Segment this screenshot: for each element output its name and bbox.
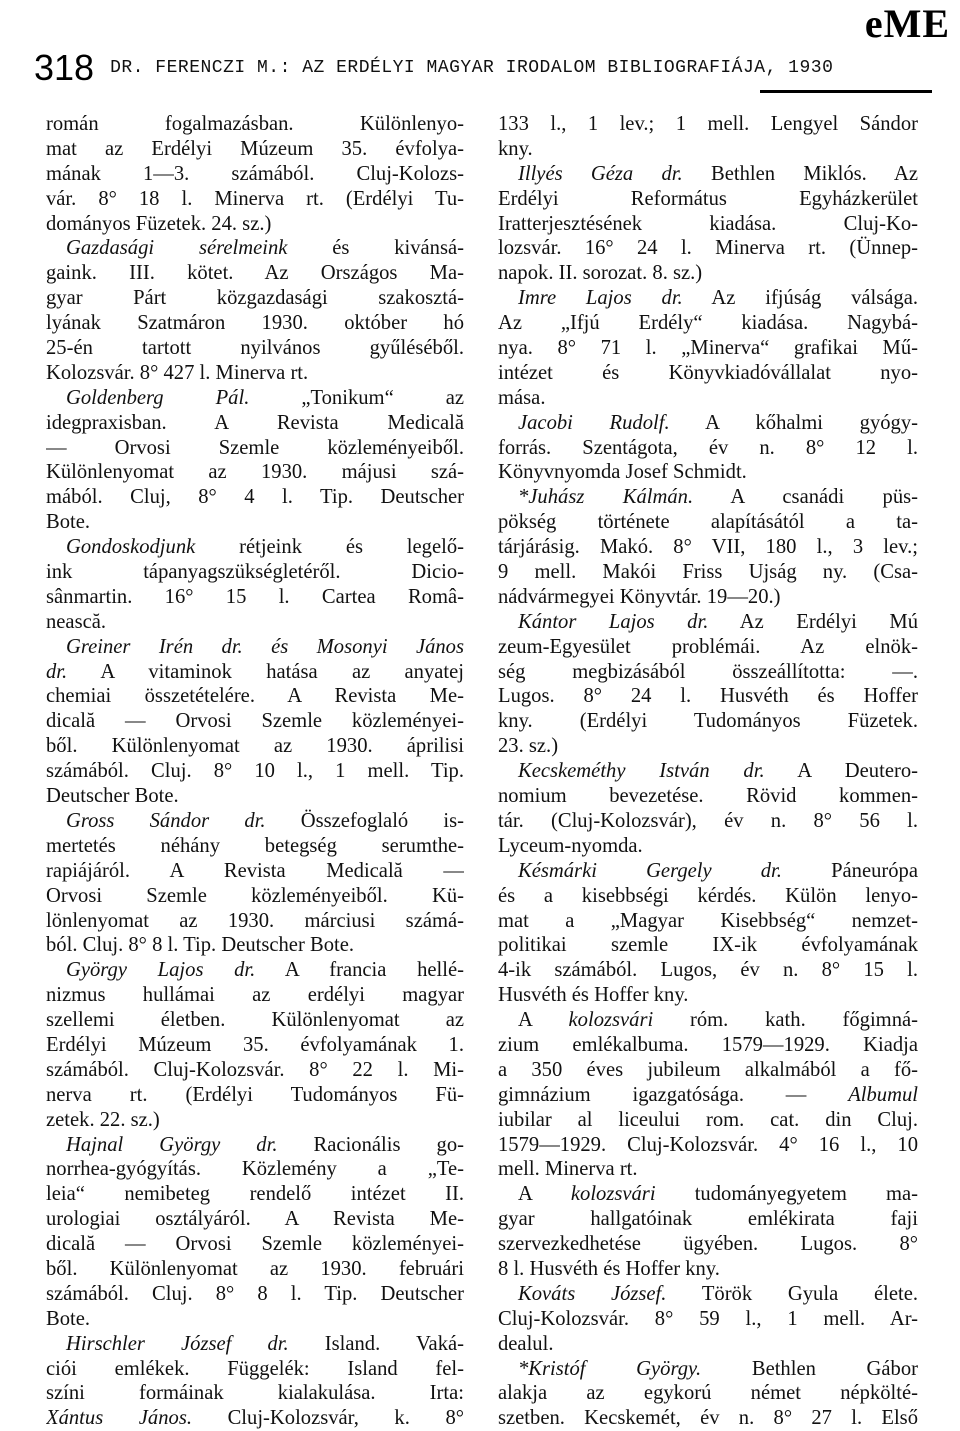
entry-text: dicală — Orvosi Szemle közleményei- bbox=[46, 710, 464, 733]
entry-text: 1579—1929. Cluj-Kolozsvár. 4° 16 l., 10 bbox=[498, 1133, 918, 1156]
text-line bbox=[498, 1257, 918, 1282]
entry-text: ből. Különlenyomat az 1930. februári bbox=[46, 1257, 464, 1280]
entry-text: zium emlékalbuma. 1579—1929. Kiadja bbox=[498, 1033, 918, 1056]
entry-text: zetek. 22. sz.) bbox=[46, 1108, 160, 1131]
text-line bbox=[498, 162, 918, 187]
entry-text: Husvéth és Hoffer kny. bbox=[498, 984, 689, 1007]
entry-text: mat a „Magyar Kisebbség“ nemzet- bbox=[498, 909, 918, 932]
text-line bbox=[498, 958, 918, 983]
entry-text: Az Erdélyi Mú bbox=[708, 610, 918, 633]
entry-text: ciói emlékek. Függelék: Island fel- bbox=[46, 1357, 464, 1380]
entry-text: A vitaminok hatása az anyatej bbox=[67, 660, 464, 683]
text-line bbox=[46, 958, 464, 983]
text-line bbox=[498, 361, 918, 386]
entry-text: dicală — Orvosi Szemle közleményei- bbox=[46, 1233, 464, 1256]
entry-italic-text: Kántor Lajos dr. bbox=[518, 610, 709, 633]
text-line bbox=[46, 1406, 464, 1431]
text-line bbox=[46, 585, 464, 610]
text-line bbox=[498, 236, 918, 261]
entry-text: iubilar al liceului rom. cat. din Cluj. bbox=[498, 1108, 918, 1131]
entry-text: Az „Ifjú Erdély“ kiadása. Nagybá- bbox=[498, 312, 918, 335]
text-line bbox=[498, 1033, 918, 1058]
entry-italic-text: *Kristóf György. bbox=[518, 1357, 702, 1380]
text-line bbox=[498, 112, 918, 137]
text-line bbox=[498, 137, 918, 162]
entry-italic-text: Hajnal György dr. bbox=[66, 1133, 278, 1156]
text-line bbox=[498, 336, 918, 361]
entry-text: Páneurópa bbox=[781, 859, 918, 882]
entry-text: A kőhalmi gyógy- bbox=[669, 411, 918, 434]
text-line bbox=[498, 386, 918, 411]
text-line bbox=[46, 286, 464, 311]
entry-text: gyar hallgatóinak emlékirata faji bbox=[498, 1208, 918, 1231]
entry-text: mának 1—3. számából. Cluj-Kolozs- bbox=[46, 162, 464, 185]
entry-text: 8 l. Husvéth és Hoffer kny. bbox=[498, 1257, 720, 1280]
entry-text: ből. Különlenyomat az 1930. áprilisi bbox=[46, 735, 464, 758]
text-line bbox=[46, 1157, 464, 1182]
entry-text: Bethlen Miklós. Az bbox=[682, 162, 918, 185]
entry-italic-text: Gazdasági sérelmeink bbox=[66, 237, 288, 260]
entry-text: nomium bevezetése. Rövid kommen- bbox=[498, 785, 918, 808]
text-line bbox=[46, 759, 464, 784]
entry-italic-text: Illyés Géza dr. bbox=[518, 162, 683, 185]
entry-italic-text: Kováts József. bbox=[518, 1282, 667, 1305]
text-line bbox=[46, 460, 464, 485]
entry-italic-text: *Juhász Kálmán. bbox=[518, 486, 694, 509]
text-line bbox=[46, 336, 464, 361]
entry-text: pökség története alapításától a ta- bbox=[498, 511, 918, 534]
text-line bbox=[498, 460, 918, 485]
entry-text: dealul. bbox=[498, 1332, 554, 1355]
text-line bbox=[498, 1307, 918, 1332]
entry-text: Összefoglaló is- bbox=[265, 809, 464, 832]
entry-italic-text: György Lajos dr. bbox=[66, 959, 256, 982]
entry-italic-text: dr. bbox=[46, 660, 68, 683]
entry-italic-text: Hirschler József dr. bbox=[66, 1332, 289, 1355]
text-line bbox=[46, 137, 464, 162]
entry-italic-text: Albumul bbox=[848, 1083, 918, 1106]
text-line bbox=[46, 1008, 464, 1033]
text-line bbox=[46, 933, 464, 958]
right-column bbox=[498, 112, 918, 1431]
text-line bbox=[498, 585, 918, 610]
text-line bbox=[46, 660, 464, 685]
entry-text: Lyceum-nyomda. bbox=[498, 834, 643, 857]
entry-text: kny. (Erdélyi Tudományos Füzetek. bbox=[498, 710, 918, 733]
entry-text: „Tonikum“ az bbox=[249, 386, 464, 409]
entry-text: mása. bbox=[498, 386, 546, 409]
text-line bbox=[498, 1332, 918, 1357]
text-line bbox=[498, 1157, 918, 1182]
text-line bbox=[46, 112, 464, 137]
entry-text: Lugos. 8° 24 l. Husvéth és Hoffer bbox=[498, 685, 918, 708]
text-line bbox=[46, 1133, 464, 1158]
text-line bbox=[498, 784, 918, 809]
text-line bbox=[498, 510, 918, 535]
entry-text: mat az Erdélyi Múzeum 35. évfolya- bbox=[46, 137, 464, 160]
text-line bbox=[498, 1282, 918, 1307]
text-line bbox=[498, 1133, 918, 1158]
entry-text: 25-én tartott nyilvános gyűléséből. bbox=[46, 337, 464, 360]
text-line bbox=[46, 1381, 464, 1406]
entry-text: norrhea-gyógyítás. Közlemény a „Te- bbox=[46, 1158, 464, 1181]
entry-text: gimnázium igazgatósága. — bbox=[498, 1083, 849, 1106]
entry-text: Török Gyula élete. bbox=[666, 1282, 918, 1305]
text-line bbox=[46, 1058, 464, 1083]
text-line bbox=[46, 983, 464, 1008]
entry-text: chemiai összetételére. A Revista Me- bbox=[46, 685, 464, 708]
entry-text: 9 mell. Makói Friss Ujság ny. (Csa- bbox=[498, 561, 918, 584]
entry-text: gaink. III. kötet. Az Országos Ma- bbox=[46, 262, 464, 285]
entry-italic-text: Xántus János. bbox=[46, 1407, 192, 1430]
text-line bbox=[46, 535, 464, 560]
entry-text: A csanádi püs- bbox=[693, 486, 918, 509]
entry-text: Különlenyomat az 1930. májusi szá- bbox=[46, 461, 464, 484]
text-line bbox=[46, 1033, 464, 1058]
left-column bbox=[46, 112, 464, 1431]
text-line bbox=[46, 187, 464, 212]
text-line bbox=[46, 684, 464, 709]
entry-text: zeum-Egyesület problémái. Az elnök- bbox=[498, 635, 918, 658]
text-line bbox=[498, 1381, 918, 1406]
entry-text: szervezkedhetése ügyében. Lugos. 8° bbox=[498, 1233, 918, 1256]
entry-text: számából. Cluj. 8° 8 l. Tip. Deutscher bbox=[46, 1282, 464, 1305]
text-line bbox=[46, 212, 464, 237]
text-line bbox=[46, 610, 464, 635]
text-line bbox=[498, 1232, 918, 1257]
entry-text: tudományegyetem ma- bbox=[655, 1183, 918, 1206]
text-line bbox=[46, 834, 464, 859]
text-line bbox=[498, 1108, 918, 1133]
entry-text: mell. Minerva rt. bbox=[498, 1158, 638, 1181]
entry-text: ból. Cluj. 8° 8 l. Tip. Deutscher Bote. bbox=[46, 934, 355, 957]
text-line bbox=[46, 1232, 464, 1257]
text-line bbox=[46, 709, 464, 734]
text-line bbox=[46, 1207, 464, 1232]
entry-italic-text: Kecskeméthy István dr. bbox=[518, 760, 765, 783]
text-line bbox=[498, 635, 918, 660]
entry-text: szetben. Kecskemét, év n. 8° 27 l. Első bbox=[498, 1407, 918, 1430]
entry-text: lozsvár. 16° 24 l. Minerva rt. (Ünnep- bbox=[498, 237, 918, 260]
text-line bbox=[498, 933, 918, 958]
entry-text: Könyvnyomda Josef Schmidt. bbox=[498, 461, 747, 484]
entry-italic-text: Gross Sándor dr. bbox=[66, 809, 266, 832]
entry-text: Orvosi Szemle közleményeiből. Kü- bbox=[46, 884, 464, 907]
entry-text: Bote. bbox=[46, 1307, 91, 1330]
entry-text: sânmartin. 16° 15 l. Cartea Româ- bbox=[46, 585, 464, 608]
text-line bbox=[46, 1083, 464, 1108]
entry-italic-text: Jacobi Rudolf. bbox=[518, 411, 670, 434]
entry-text: A bbox=[518, 1009, 569, 1032]
text-line bbox=[46, 784, 464, 809]
text-line bbox=[498, 1406, 918, 1431]
running-title: DR. FERENCZI M.: AZ ERDÉLYI MAGYAR IRODALOM BIBLIOGRAFIÁJA, 1930 bbox=[110, 58, 834, 78]
page-number: 318 bbox=[34, 47, 95, 88]
entry-italic-text: kolozsvári bbox=[570, 1183, 656, 1206]
entry-text: nerva rt. (Erdélyi Tudományos Fü- bbox=[46, 1083, 464, 1106]
text-line bbox=[46, 1282, 464, 1307]
entry-text: intézet és Könyvkiadóvállalat nyo- bbox=[498, 361, 918, 384]
text-line bbox=[46, 859, 464, 884]
entry-text: a 350 éves jubileum alkalmából a fő- bbox=[498, 1058, 918, 1081]
text-line bbox=[46, 1332, 464, 1357]
entry-text: lönlenyomat az 1930. márciusi számá- bbox=[46, 909, 464, 932]
text-line bbox=[46, 386, 464, 411]
entry-text: 23. sz.) bbox=[498, 735, 559, 758]
text-line bbox=[498, 909, 918, 934]
text-line bbox=[46, 261, 464, 286]
entry-italic-text: Greiner Irén dr. és Mosonyi János bbox=[66, 635, 464, 658]
entry-text: vár. 8° 18 l. Minerva rt. (Erdélyi Tu- bbox=[46, 187, 464, 210]
text-line bbox=[498, 834, 918, 859]
entry-text: kny. bbox=[498, 137, 533, 160]
entry-text: A francia hellé- bbox=[255, 959, 464, 982]
entry-text: Bethlen Gábor bbox=[701, 1357, 918, 1380]
text-line bbox=[498, 560, 918, 585]
text-line bbox=[46, 361, 464, 386]
text-line bbox=[46, 1108, 464, 1133]
entry-text: Island. Vaká- bbox=[288, 1332, 464, 1355]
text-line bbox=[498, 485, 918, 510]
entry-text: nizmus hullámai az erdélyi magyar bbox=[46, 984, 464, 1007]
entry-text: és kivánsá- bbox=[287, 237, 464, 260]
entry-text: Cluj-Kolozsvár. 8° 59 l., 1 mell. Ar- bbox=[498, 1307, 918, 1330]
entry-text: szellemi életben. Különlenyomat az bbox=[46, 1009, 464, 1032]
text-line bbox=[498, 1058, 918, 1083]
text-line bbox=[498, 1357, 918, 1382]
text-line bbox=[498, 859, 918, 884]
entry-text: román fogalmazásban. Különlenyo- bbox=[46, 113, 464, 135]
entry-text: Cluj-Kolozsvár, k. 8° bbox=[191, 1407, 464, 1430]
entry-text: forrás. Szentágota, év n. 8° 12 l. bbox=[498, 436, 918, 459]
text-line bbox=[46, 884, 464, 909]
entry-text: A bbox=[518, 1183, 571, 1206]
entry-text: nádvármegyei Könyvtár. 19—20.) bbox=[498, 585, 781, 608]
text-line bbox=[46, 1257, 464, 1282]
text-line bbox=[498, 709, 918, 734]
text-line bbox=[46, 236, 464, 261]
text-line bbox=[46, 485, 464, 510]
entry-text: rétjeink és legelő- bbox=[195, 536, 464, 559]
entry-italic-text: Gondoskodjunk bbox=[66, 536, 196, 559]
entry-text: gyar Párt közgazdasági szakosztá- bbox=[46, 287, 464, 310]
entry-text: dományos Füzetek. 24. sz.) bbox=[46, 212, 272, 235]
entry-text: és a kisebbségi kérdés. Külön lenyo- bbox=[498, 884, 918, 907]
page-header bbox=[34, 44, 928, 92]
text-line bbox=[46, 436, 464, 461]
text-line bbox=[498, 1207, 918, 1232]
entry-italic-text: Goldenberg Pál. bbox=[66, 386, 250, 409]
entry-text: rapiájáról. A Revista Medicală — bbox=[46, 859, 464, 882]
entry-text: — Orvosi Szemle közleményeiből. bbox=[46, 436, 464, 459]
entry-text: leia“ nemibeteg rendelő intézet II. bbox=[46, 1183, 464, 1206]
text-line bbox=[46, 1357, 464, 1382]
text-line bbox=[498, 1182, 918, 1207]
text-line bbox=[498, 610, 918, 635]
entry-text: Az ifjúság válsága. bbox=[682, 287, 918, 310]
text-line bbox=[498, 759, 918, 784]
entry-text: idegpraxisban. A Revista Medicală bbox=[46, 411, 464, 434]
entry-text: róm. kath. főgimná- bbox=[653, 1009, 918, 1032]
entry-text: 4-ik számából. Lugos, év n. 8° 15 l. bbox=[498, 959, 918, 982]
text-line bbox=[46, 311, 464, 336]
text-line bbox=[498, 1083, 918, 1108]
text-line bbox=[46, 809, 464, 834]
entry-text: politikai szemle IX-ik évfolyamának bbox=[498, 934, 918, 957]
text-line bbox=[498, 212, 918, 237]
entry-text: lyának Szatmáron 1930. október hó bbox=[46, 312, 464, 335]
entry-text: ség megbizásából összeállította: —. bbox=[498, 660, 918, 683]
entry-text: számából. Cluj. 8° 10 l., 1 mell. Tip. bbox=[46, 760, 464, 783]
text-line bbox=[498, 809, 918, 834]
entry-text: tárjárásig. Makó. 8° VII, 180 l., 3 lev.; bbox=[498, 536, 918, 559]
entry-text: nească. bbox=[46, 610, 107, 633]
text-line bbox=[498, 411, 918, 436]
text-line bbox=[46, 560, 464, 585]
entry-italic-text: kolozsvári bbox=[568, 1009, 654, 1032]
entry-text: nya. 8° 71 l. „Minerva“ grafikai Mű- bbox=[498, 337, 918, 360]
entry-text: tár. (Cluj-Kolozsvár), év n. 8° 56 l. bbox=[498, 809, 918, 832]
entry-text: Kolozsvár. 8° 427 l. Minerva rt. bbox=[46, 361, 309, 384]
entry-text: Racionális go- bbox=[277, 1133, 464, 1156]
text-line bbox=[498, 286, 918, 311]
text-line bbox=[46, 734, 464, 759]
publisher-logo: eME bbox=[864, 1, 950, 46]
entry-text: urologiai osztályáról. A Revista Me- bbox=[46, 1208, 464, 1231]
text-line bbox=[498, 311, 918, 336]
text-line bbox=[498, 684, 918, 709]
text-line bbox=[46, 411, 464, 436]
text-line bbox=[498, 884, 918, 909]
text-line bbox=[46, 510, 464, 535]
entry-text: Erdélyi Református Egyházkerület bbox=[498, 187, 918, 210]
text-line bbox=[498, 983, 918, 1008]
entry-text: mából. Cluj, 8° 4 l. Tip. Deutscher bbox=[46, 486, 464, 509]
text-line bbox=[498, 535, 918, 560]
text-line bbox=[498, 1008, 918, 1033]
text-line bbox=[498, 660, 918, 685]
entry-text: Erdélyi Múzeum 35. évfolyamának 1. bbox=[46, 1033, 464, 1056]
text-line bbox=[46, 635, 464, 660]
entry-text: napok. II. sorozat. 8. sz.) bbox=[498, 262, 703, 285]
entry-italic-text: Késmárki Gergely dr. bbox=[518, 859, 782, 882]
text-line bbox=[498, 261, 918, 286]
entry-text: alakja az egykorú német népkölté- bbox=[498, 1382, 918, 1405]
text-line bbox=[498, 734, 918, 759]
text-line bbox=[46, 162, 464, 187]
text-line bbox=[46, 1182, 464, 1207]
entry-text: mertetés néhány betegség serumthe- bbox=[46, 834, 464, 857]
entry-text: Deutscher Bote. bbox=[46, 785, 179, 808]
text-line bbox=[498, 436, 918, 461]
text-line bbox=[46, 909, 464, 934]
text-line bbox=[498, 187, 918, 212]
entry-text: ink tápanyagszükségletéről. Dicio- bbox=[46, 561, 464, 584]
entry-text: 133 l., 1 lev.; 1 mell. Lengyel Sándor bbox=[498, 113, 918, 135]
entry-text: színi formáinak kialakulása. Irta: bbox=[46, 1382, 464, 1405]
entry-text: Bote. bbox=[46, 511, 91, 534]
entry-text: számából. Cluj-Kolozsvár. 8° 22 l. Mi- bbox=[46, 1058, 464, 1081]
text-line bbox=[46, 1307, 464, 1332]
header-rule bbox=[760, 90, 932, 93]
entry-text: Iratterjesztésének kiadása. Cluj-Ko- bbox=[498, 212, 918, 235]
entry-italic-text: Imre Lajos dr. bbox=[518, 287, 683, 310]
entry-text: A Deutero- bbox=[764, 760, 918, 783]
